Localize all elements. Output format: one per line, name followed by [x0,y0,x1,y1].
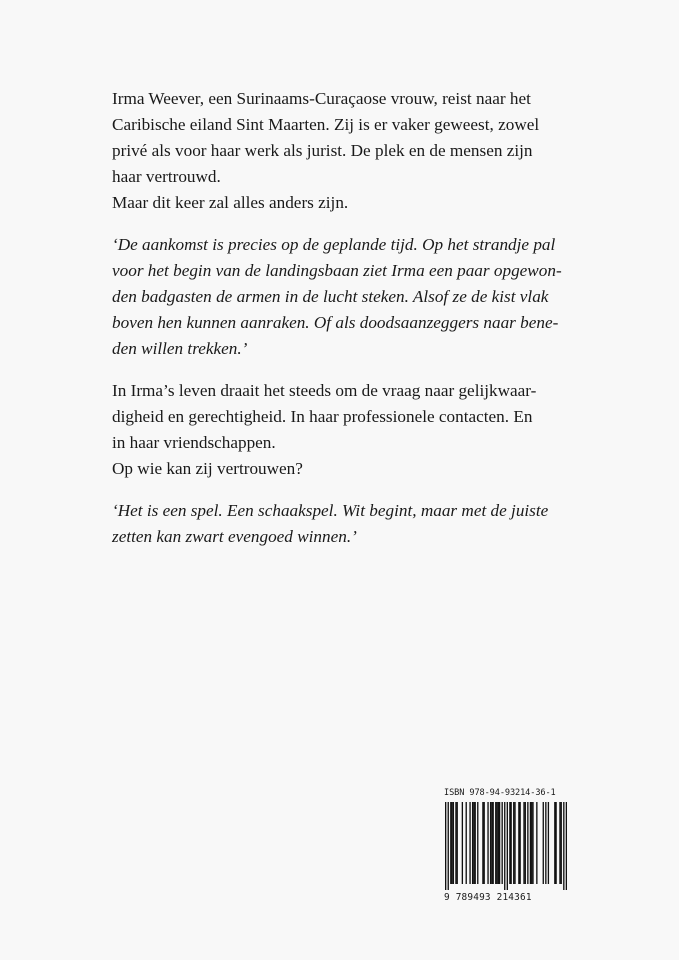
isbn-barcode [444,788,568,910]
barcode-bar [519,802,520,884]
text-line: privé als voor haar werk als jurist. De plek en de mensen zijn [112,141,533,160]
barcode-bars [445,802,567,890]
barcode-bar [548,802,549,884]
barcode-bar [561,802,562,884]
barcode-bar [491,802,492,884]
quote-line: den willen trekken.’ [112,339,248,358]
barcode-bar [451,802,452,884]
barcode-digits: 9 789493 214361 [444,892,532,903]
barcode-bar [453,802,454,884]
barcode-bar [532,802,533,884]
barcode-bar [469,802,470,884]
barcode-bar [559,802,560,884]
text-line: Caribische eiland Sint Maarten. Zij is er vaker geweest, zowel [112,115,540,134]
barcode-bar [462,802,463,884]
barcode-bar [473,802,474,884]
barcode-bar [475,802,476,884]
barcode-bar [499,802,500,884]
excerpt-quote-2 [112,498,582,550]
barcode-bar [525,802,526,884]
quote-line: voor het begin van de landingsbaan ziet Irma een paar opgewon- [112,261,562,280]
barcode-bar [484,802,485,884]
text-line: In Irma’s leven draait het steeds om de vraag naar gelijkwaar- [112,381,537,400]
barcode-bar [545,802,546,884]
barcode-bar [536,802,537,884]
barcode-bar [563,802,564,890]
barcode-bar [518,802,519,884]
synopsis-paragraph-2 [112,378,582,482]
quote-line: den badgasten de armen in de lucht steken. Alsof ze de kist vlak [112,287,549,306]
quote-line: zetten kan zwart evengoed winnen.’ [112,527,357,546]
barcode-bar [530,802,531,884]
barcode-bar [487,802,488,884]
quote-line: ‘Het is een spel. Een schaakspel. Wit begint, maar met de juiste [112,501,549,520]
text-line: in haar vriendschappen. [112,433,276,452]
barcode-bar [495,802,496,884]
barcode-bar [513,802,514,884]
barcode-bar [523,802,524,884]
text-line: haar vertrouwd. [112,167,221,186]
barcode-bar [504,802,505,890]
synopsis-paragraph-1 [112,86,582,216]
excerpt-quote-1 [112,232,582,362]
barcode-bar [496,802,497,884]
barcode-bar [531,802,532,884]
text-line: Op wie kan zij vertrouwen? [112,459,303,478]
barcode-bar [482,802,483,884]
barcode-bar [527,802,528,884]
barcode-bar [472,802,473,884]
quote-line: boven hen kunnen aanraken. Of als doodsaanzeggers naar bene- [112,313,559,332]
barcode-bar [554,802,555,884]
barcode-bar [448,802,449,890]
barcode-bar [510,802,511,884]
text-line: Irma Weever, een Surinaams-Curaçaose vrouw, reist naar het [112,89,531,108]
text-line: digheid en gerechtigheid. In haar professionele contacten. En [112,407,533,426]
isbn-label: ISBN 978-94-93214-36-1 [444,788,556,798]
barcode-bar [445,802,446,890]
barcode-bar [555,802,556,884]
barcode-bar [490,802,491,884]
barcode-bar [566,802,567,890]
barcode-bar [466,802,467,884]
barcode-bar [457,802,458,884]
barcode-bar [450,802,451,884]
barcode-bar [514,802,515,884]
barcode-bar [455,802,456,884]
barcode-bar [502,802,503,884]
barcode-bar [507,802,508,890]
barcode-bar [498,802,499,884]
barcode-bar [493,802,494,884]
barcode-bar [477,802,478,884]
barcode-bar [509,802,510,884]
quote-line: ‘De aankomst is precies op de geplande tijd. Op het strandje pal [112,235,556,254]
barcode-bar [543,802,544,884]
text-line: Maar dit keer zal alles anders zijn. [112,193,349,212]
